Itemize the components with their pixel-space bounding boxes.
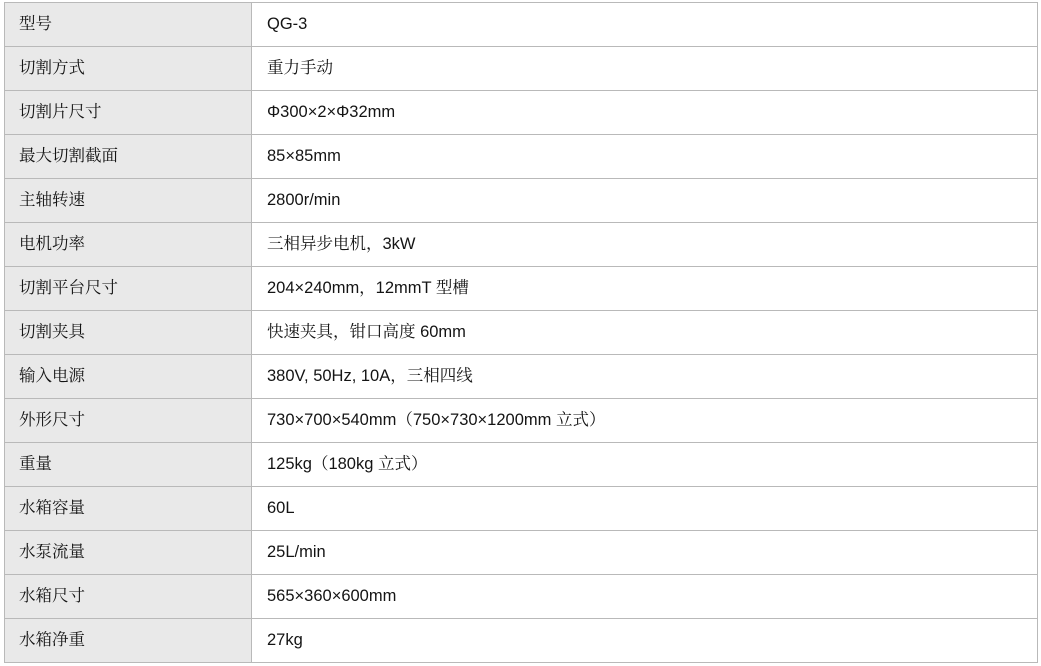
spec-value: QG-3: [252, 3, 1038, 47]
spec-value: 730×700×540mm（750×730×1200mm 立式）: [252, 399, 1038, 443]
spec-label: 电机功率: [5, 223, 252, 267]
spec-value: 565×360×600mm: [252, 575, 1038, 619]
spec-label: 水箱容量: [5, 487, 252, 531]
table-row: [5, 47, 1038, 91]
spec-value: 125kg（180kg 立式）: [252, 443, 1038, 487]
spec-value: 三相异步电机，3kW: [252, 223, 1038, 267]
table-row: [5, 223, 1038, 267]
spec-value: 27kg: [252, 619, 1038, 663]
spec-value: Φ300×2×Φ32mm: [252, 91, 1038, 135]
spec-label: 重量: [5, 443, 252, 487]
specification-table-body: [5, 3, 1038, 663]
spec-label: 外形尺寸: [5, 399, 252, 443]
spec-value: 快速夹具，钳口高度 60mm: [252, 311, 1038, 355]
spec-label: 水箱尺寸: [5, 575, 252, 619]
spec-value: 2800r/min: [252, 179, 1038, 223]
spec-value: 60L: [252, 487, 1038, 531]
spec-value: 204×240mm，12mmT 型槽: [252, 267, 1038, 311]
table-row: [5, 619, 1038, 663]
spec-label: 水箱净重: [5, 619, 252, 663]
table-row: [5, 531, 1038, 575]
table-row: [5, 91, 1038, 135]
spec-value: 重力手动: [252, 47, 1038, 91]
specification-table: [4, 2, 1038, 663]
spec-value: 25L/min: [252, 531, 1038, 575]
table-row: [5, 135, 1038, 179]
spec-label: 切割片尺寸: [5, 91, 252, 135]
spec-label: 切割夹具: [5, 311, 252, 355]
spec-label: 输入电源: [5, 355, 252, 399]
table-row: [5, 575, 1038, 619]
spec-label: 切割平台尺寸: [5, 267, 252, 311]
spec-label: 型号: [5, 3, 252, 47]
spec-label: 主轴转速: [5, 179, 252, 223]
spec-label: 切割方式: [5, 47, 252, 91]
table-row: [5, 443, 1038, 487]
spec-label: 水泵流量: [5, 531, 252, 575]
table-row: [5, 267, 1038, 311]
spec-value: 380V, 50Hz, 10A，三相四线: [252, 355, 1038, 399]
table-row: [5, 3, 1038, 47]
spec-label: 最大切割截面: [5, 135, 252, 179]
table-row: [5, 311, 1038, 355]
table-row: [5, 487, 1038, 531]
table-row: [5, 355, 1038, 399]
table-row: [5, 399, 1038, 443]
spec-value: 85×85mm: [252, 135, 1038, 179]
table-row: [5, 179, 1038, 223]
